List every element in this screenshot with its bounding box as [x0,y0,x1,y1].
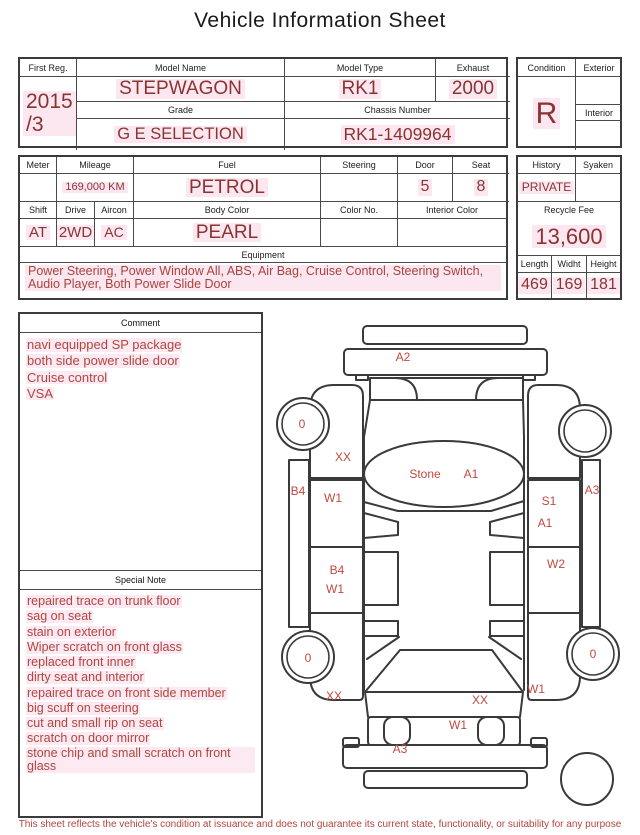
condition-grade-value: R [518,77,576,150]
special-note-line: sag on seat [27,609,92,624]
damage-code-door-rear-left: B4 [329,563,345,577]
door-rear-left [310,547,363,613]
damage-code-rocker-left: B4 [290,484,306,498]
mileage-value: 169,000 KM [57,174,134,202]
history-box [516,155,622,300]
rear-gate-sides [365,692,523,717]
damage-code-wheel-front-left: 0 [298,417,306,431]
hood-arc-right [476,378,498,400]
damage-code-wheel-rear-right: 0 [589,647,597,661]
history-label: History [518,157,576,174]
comment-line: both side power slide door [27,353,179,369]
history-value: PRIVATE [518,174,576,202]
special-note-line: big scuff on steering [27,700,139,715]
damage-code-door-front-right: A1 [537,516,553,530]
color-no-label: Color No. [321,202,398,219]
special-note-line: dirty seat and interior [27,670,144,685]
interior-label: Interior [576,105,622,121]
rear-gate [368,717,520,745]
damage-code-door-rear-left: W1 [326,582,344,596]
rear-step-left [364,621,398,636]
height-value: 181 [587,273,620,298]
hood-arc-left [395,378,417,400]
hood [370,378,523,400]
damage-code-door-front-right: S1 [541,494,557,508]
fuel-value: PETROL [134,174,321,202]
front-bumper-tab-left [356,375,368,380]
spec-row-1 [20,157,506,202]
model-name-label: Model Name [77,59,285,77]
interior-color-label: Interior Color [398,202,506,219]
damage-code-windshield: Stone [409,467,441,481]
drive-label: Drive [57,202,95,219]
recycle-fee-value: 13,600 [518,218,620,255]
damage-code-rear-gate-top: XX [471,693,489,707]
length-value: 469 [518,273,552,298]
special-note-line: Wiper scratch on front glass [27,639,182,654]
exhaust-label: Exhaust [436,59,510,77]
damage-code-fender-rear-right: W1 [527,682,545,696]
spec-row-2 [20,202,506,247]
special-note-line: repaired trace on front side member [27,685,226,700]
front-bumper [344,349,547,375]
special-note-line: repaired trace on trunk floor [27,594,181,608]
history-row [518,157,620,202]
tail-light-right [478,717,504,745]
comment-line: navi equipped SP package [27,337,182,352]
recycle-fee-label: Recycle Fee [543,204,595,215]
meter-value [20,174,57,202]
seat-value: 8 [453,174,509,202]
syaken-label: Syaken [576,157,620,174]
front-bumper-tab-right [523,375,535,380]
damage-code-wheel-rear-left: 0 [304,651,312,665]
condition-label: Condition [518,59,576,77]
model-type-label: Model Type [285,59,436,77]
grade-label: Grade [77,102,285,119]
body-side-left [364,400,370,690]
tail-light-left [384,717,410,745]
model-type-value: RK1 [285,77,436,102]
special-note-line: replaced front inner [27,655,135,669]
page-title: Vehicle Information Sheet [194,9,446,32]
windshield [364,441,524,507]
wheel-front-right-icon [559,405,611,457]
special-note-line: stone chip and small scratch on front glass [26,747,255,774]
steering-value [321,174,398,202]
steering-label: Steering [321,157,398,174]
grade-value: G E SELECTION [77,119,285,150]
exterior-label: Exterior [576,59,622,77]
shift-label: Shift [20,202,57,219]
slide-track-right [490,552,524,605]
exhaust-value: 2000 [436,77,510,102]
cabin-step-right [490,513,524,538]
damage-code-rocker-right: A3 [584,483,600,497]
damage-code-rear-gate: W1 [449,718,467,732]
body-side-right [523,400,524,690]
damage-code-fender-rear-left: XX [325,689,343,703]
first-reg-value: 2015 /3 [20,77,77,150]
door-value: 5 [398,174,453,202]
rear-window [365,650,523,692]
special-note-body [20,590,261,816]
body-color-label: Body Color [134,202,321,219]
comment-line: Cruise control [27,369,108,385]
rear-bumper [343,745,547,768]
model-name-value: STEPWAGON [77,77,285,102]
comment-body [20,333,261,570]
aircon-value: AC [95,219,134,247]
width-label: Widht [552,256,587,273]
door-label: Door [398,157,453,174]
interior-value [576,121,622,150]
damage-code-door-rear-right: W2 [547,557,565,571]
rear-bumper-lower [364,771,527,788]
special-note-line: stain on exterior [27,624,116,639]
special-note-header: Special Note [20,570,261,590]
equipment-label: Equipment [20,247,506,263]
seat-label: Seat [453,157,509,174]
aircon-label: Aircon [95,202,134,219]
chassis-number-label: Chassis Number [285,102,510,119]
shift-value: AT [20,219,57,247]
equipment-text: Power Steering, Power Window All, ABS, Air Bag, Cruise Control, Steering Switch, Audio Player, Both Power Slide Door [20,263,506,298]
wheels [277,398,619,805]
vehicle-spec-table [18,155,508,300]
color-no-value [321,219,398,247]
height-label: Height [587,256,620,273]
meter-label: Meter [20,157,57,174]
slide-track-left [364,552,398,605]
condition-box [516,57,622,148]
chassis-number-value: RK1-1409964 [285,119,510,150]
rear-pillar-right [489,637,521,659]
cabin-step-left [364,513,398,538]
roof-bar [363,326,527,344]
damage-code-door-front-left: W1 [324,491,342,505]
dimensions-row [518,255,620,298]
damage-code-front-bumper: A2 [395,350,411,364]
special-note-line: cut and small rip on seat [27,716,163,730]
damage-labels [291,350,600,756]
width-value: 169 [552,273,587,298]
fuel-label: Fuel [134,157,321,174]
length-label: Length [518,256,552,273]
drive-value: 2WD [57,219,95,247]
exterior-value [576,77,622,105]
syaken-value [576,174,620,202]
comment-line: VSA [27,385,54,401]
first-reg-label: First Reg. [20,59,77,77]
car-damage-diagram [272,312,636,812]
comment-and-notes-box [18,312,263,818]
spare-wheel-icon [561,753,613,805]
damage-code-windshield: A1 [463,467,479,481]
door-front-right [528,480,580,547]
interior-color-value [398,219,506,247]
mileage-label: Mileage [57,157,134,174]
rear-step-right [490,621,524,636]
disclaimer-text: This sheet reflects the vehicle's condition at issuance and does not guarantee its current state, functionality, or suitability for any purpose [18,819,622,830]
special-note-line: scratch on door mirror [27,731,150,746]
damage-code-fender-front-left: XX [334,450,352,464]
damage-code-rear-bumper: A3 [392,742,408,756]
comment-header: Comment [20,314,261,333]
body-color-value: PEARL [134,219,321,247]
vehicle-main-table [18,57,508,148]
